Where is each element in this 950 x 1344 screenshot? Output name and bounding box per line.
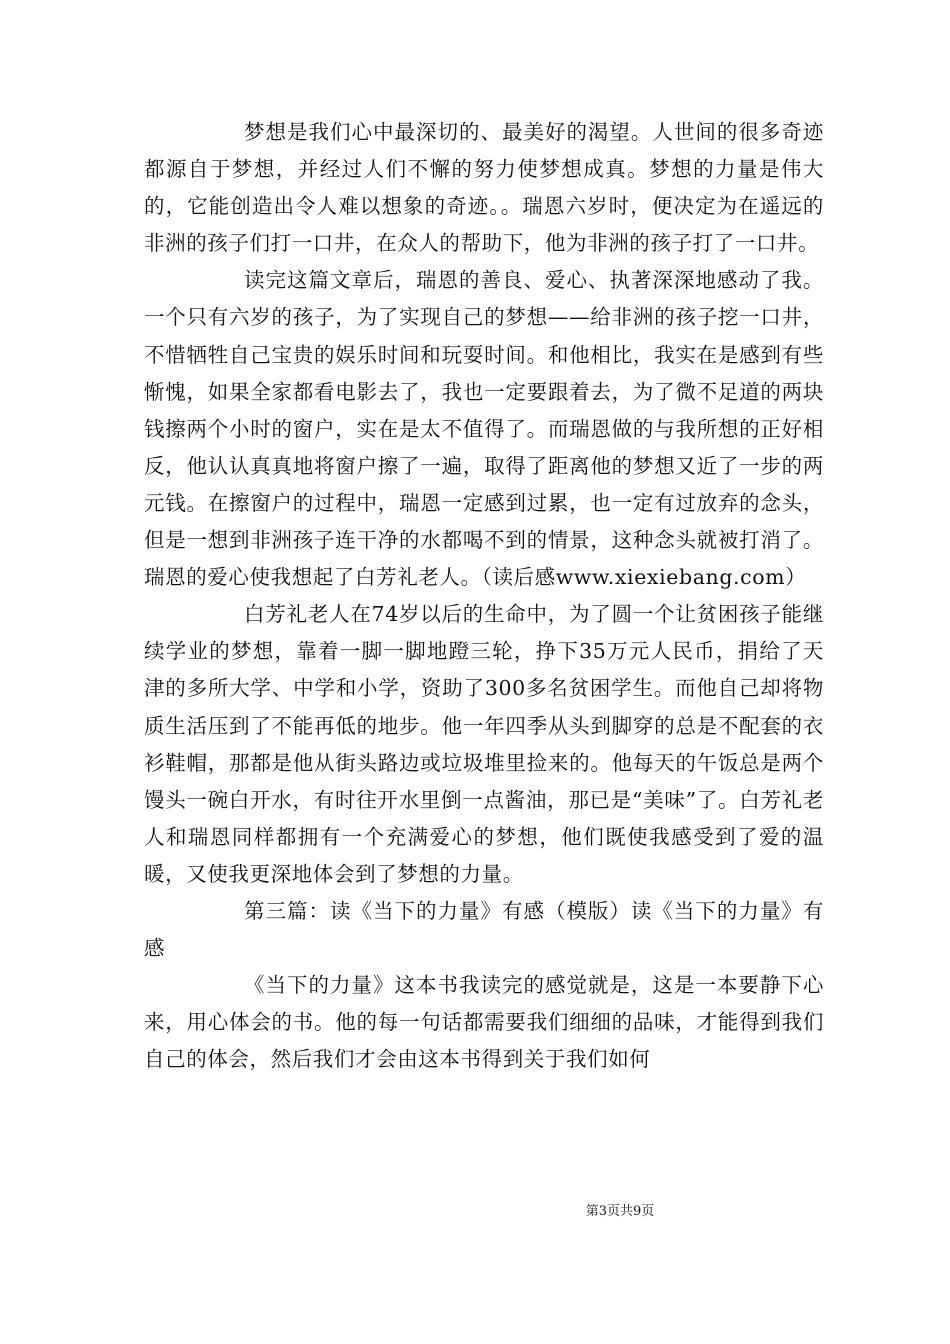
paragraph-bai-fangli: 白芳礼老人在74岁以后的生命中，为了圆一个让贫困孩子能继续学业的梦想，靠着一脚一脚地蹬三轮，挣下35万元人民币，捐给了天津的多所大学、中学和小学，资助了300多名贫困学生。而他自己却将物质生活压到了不能再低的地步。他一年四季从头到脚穿的总是不配套的衣衫鞋帽，那都是他从街头路边或垃圾堆里捡来的。他每天的午饭总是两个馒头一碗白开水，有时往开水里倒一点酱油，那已是“美味”了。白芳礼老人和瑞恩同样都拥有一个充满爱心的梦想，他们既使我感受到了爱的温暖，又使我更深地体会到了梦想的力量。 [144,602,824,886]
document-body [144,114,824,1078]
section-heading-third-part: 第三篇：读《当下的力量》有感（模版）读《当下的力量》有感 [144,898,824,961]
paragraph-dream-intro: 梦想是我们心中最深切的、最美好的渴望。人世间的很多奇迹都源自于梦想，并经过人们不懈的努力使梦想成真。梦想的力量是伟大的，它能创造出令人难以想象的奇迹。。瑞恩六岁时，便决定为在遥远的非洲的孩子们打一口井，在众人的帮助下，他为非洲的孩子打了一口井。 [144,120,824,256]
paragraph-power-of-now: 《当下的力量》这本书我读完的感觉就是，这是一本要静下心来，用心体会的书。他的每一句话都需要我们细细的品味，才能得到我们自己的体会，然后我们才会由这本书得到关于我们如何 [144,973,824,1072]
page-number-footer: 第3页共9页 [585,1204,655,1219]
paragraph-ryan-reflection: 读完这篇文章后，瑞恩的善良、爱心、执著深深地感动了我。一个只有六岁的孩子，为了实现自己的梦想——给非洲的孩子挖一口井，不惜牺牲自己宝贵的娱乐时间和玩耍时间。和他相比，我实在是感到有些惭愧，如果全家都看电影去了，我也一定要跟着去，为了微不足道的两块钱擦两个小时的窗户，实在是太不值得了。而瑞恩做的与我所想的正好相反，他认认真真地将窗户擦了一遍，取得了距离他的梦想又近了一步的两元钱。在擦窗户的过程中，瑞恩一定感到过累，也一定有过放弃的念头，但是一想到非洲孩子连干净的水都喝不到的情景，这种念头就被打消了。瑞恩的爱心使我想起了白芳礼老人。（读后感www.xiexiebang.com） [144,268,824,590]
